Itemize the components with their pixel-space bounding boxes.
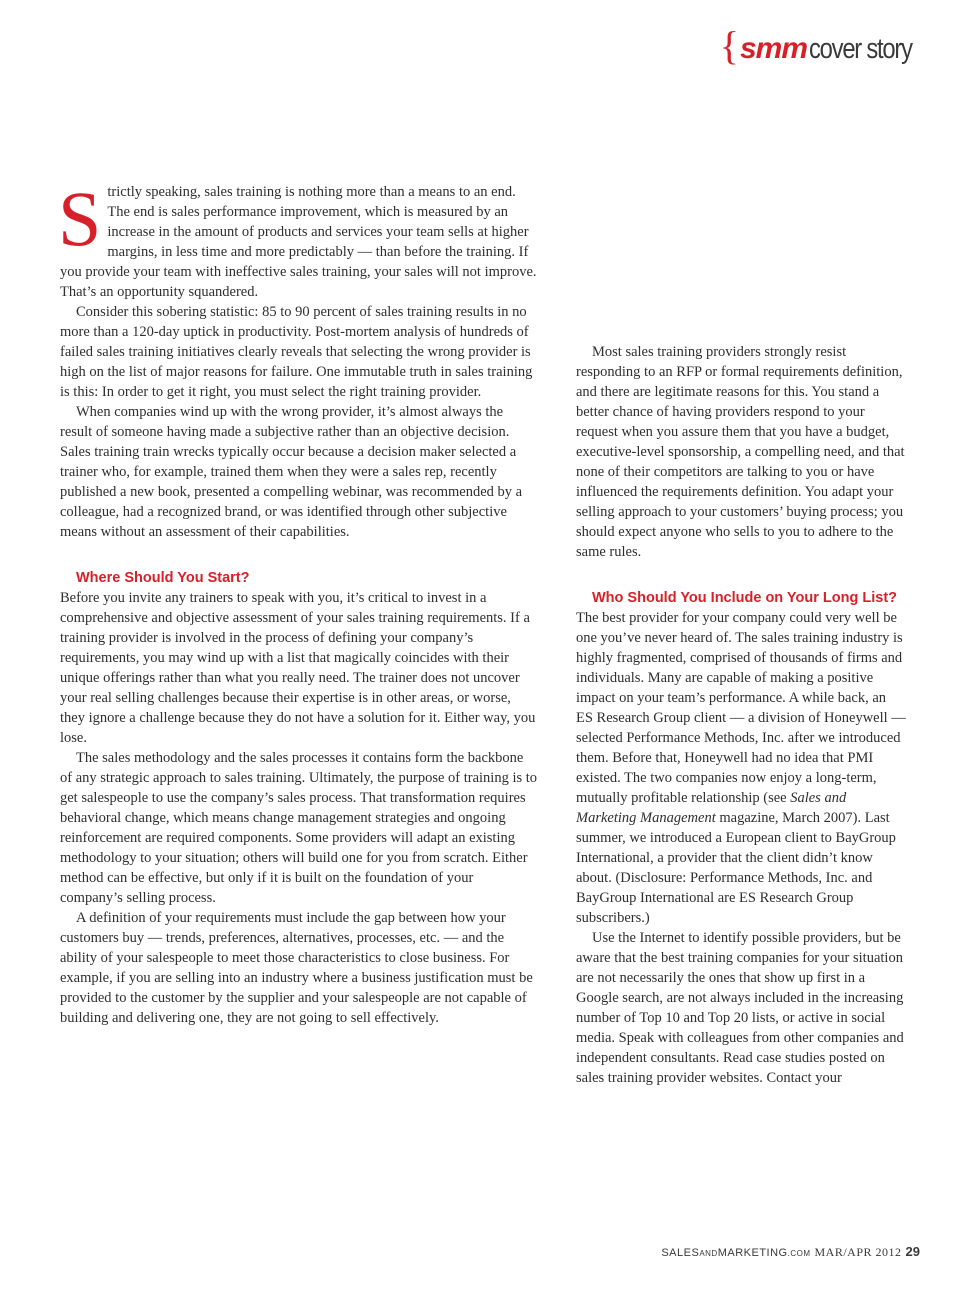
left-column (58, 175, 538, 1028)
website (661, 1247, 810, 1259)
website-part: AND (699, 1249, 718, 1258)
section-heading: Who Should You Include on Your Long List? (592, 590, 898, 606)
issue-date: MAR/APR 2012 (814, 1245, 902, 1259)
section-heading: Where Should You Start? (76, 570, 250, 586)
website-part: MARKETING (717, 1247, 788, 1259)
paragraph: Consider this sobering statistic: 85 to 90 percent of sales training results in no more than a 120-day uptick in productivity. Post-mortem analysis of hundreds of failed sales training initiatives clearly reveals that selecting the wrong provider is high on the list of major reasons for failure. One immutable truth in sales training is this: In order to get it right, you must select the right training provider. (60, 304, 533, 400)
paragraph: The sales methodology and the sales processes it contains form the backbone of any strategic approach to sales training. Ultimately, the purpose of training is to get salespeople to use the company’s sales process. That transformation requires behavioral change, which means change management strategies and ongoing reinforcement are required components. Some providers will adapt an existing methodology to your situation; others will build one for you from scratch. Either method can be effective, but only if it is built on the foundation of your company’s selling process. (60, 750, 538, 906)
header-brace: { (719, 23, 739, 68)
paragraph: Before you invite any trainers to speak with you, it’s critical to invest in a comprehensive and objective assessment of your sales training requirements. If a training provider is involved in the process of defining your company’s requirements, you may wind up with a list that magically coincides with their unique offerings rather than what you really need. The trainer does not uncover your real selling challenges because their expertise is in other areas, or worse, they ignore a challenge because they do not have a solution for it. Either way, you lose. (60, 590, 536, 746)
paragraph-text: magazine, March 2007). Last summer, we introduced a European client to BayGroup International, a provider that the client didn’t know about. (Disclosure: Performance Methods, Inc. and BayGroup International are ES Research Group subscribers.) (576, 810, 896, 926)
website-part: .COM (787, 1249, 811, 1258)
paragraph: When companies wind up with the wrong provider, it’s almost always the result of someone having made a subjective rather than an objective decision. Sales training train wrecks typically occur because a decision maker selected a trainer who, for example, trained them when they were a sales rep, recently published a new book, presented a compelling webinar, was recommended by a colleague, had a recognized brand, or was identified through other subjective means without an assessment of their capabilities. (60, 404, 523, 540)
magazine-title: Sales and Marketing Management (576, 790, 847, 826)
page-header (719, 23, 924, 68)
right-column (576, 342, 906, 1088)
section-name: cover story (809, 33, 912, 65)
paragraph: Use the Internet to identify possible providers, but be aware that the best training companies for your situation are not necessarily the ones that show up first in a Google search, are not always included in the increasing number of Top 10 and Top 20 lists, or active in social media. Speak with colleagues from other companies and independent consultants. Read case studies posted on sales training provider websites. Contact your (576, 930, 904, 1086)
paragraph: Most sales training providers strongly resist responding to an RFP or formal requirements definition, and there are legitimate reasons for this. You stand a better chance of having providers respond to your request when you assure them that you have a budget, executive-level sponsorship, a compelling need, and that none of their competitors are talking to you or have influenced the requirements definition. You adapt your selling approach to your customers’ buying process; you should expect anyone who sells to you to adhere to the same rules. (576, 344, 905, 560)
paragraph: A definition of your requirements must include the gap between how your customers buy — trends, preferences, alternatives, processes, etc. — and the ability of your salespeople to meet those characteristics to close business. For example, if you are selling into an industry where a business justification must be provided to the customer by the supplier and your salespeople are not capable of building and delivering one, they are not going to sell effectively. (60, 910, 533, 1026)
smm-logo: smm (739, 32, 807, 65)
page-number: 29 (905, 1244, 920, 1259)
page-footer (661, 1244, 920, 1260)
paragraph (576, 608, 906, 928)
paragraph: trictly speaking, sales training is nothing more than a means to an end. The end is sales performance improvement, which is measured by an increase in the amount of products and services your team sells at higher margins, in less time and more predictably — than before the training. If you provide your team with ineffective sales training, your sales will not improve. That’s an opportunity squandered. (60, 184, 537, 300)
website-part: SALES (661, 1247, 700, 1259)
paragraph-text: The best provider for your company could very well be one you’ve never heard of. The sales training industry is highly fragmented, comprised of thousands of firms and individuals. Many are capable of making a positive impact on your team’s performance. A while back, an ES Research Group client — a division of Honeywell — selected Performance Methods, Inc. after we introduced them. Before that, Honeywell had no idea that PMI existed. The two companies now enjoy a long-term, mutually profitable relationship (see (576, 610, 906, 806)
drop-cap: S (58, 175, 102, 262)
